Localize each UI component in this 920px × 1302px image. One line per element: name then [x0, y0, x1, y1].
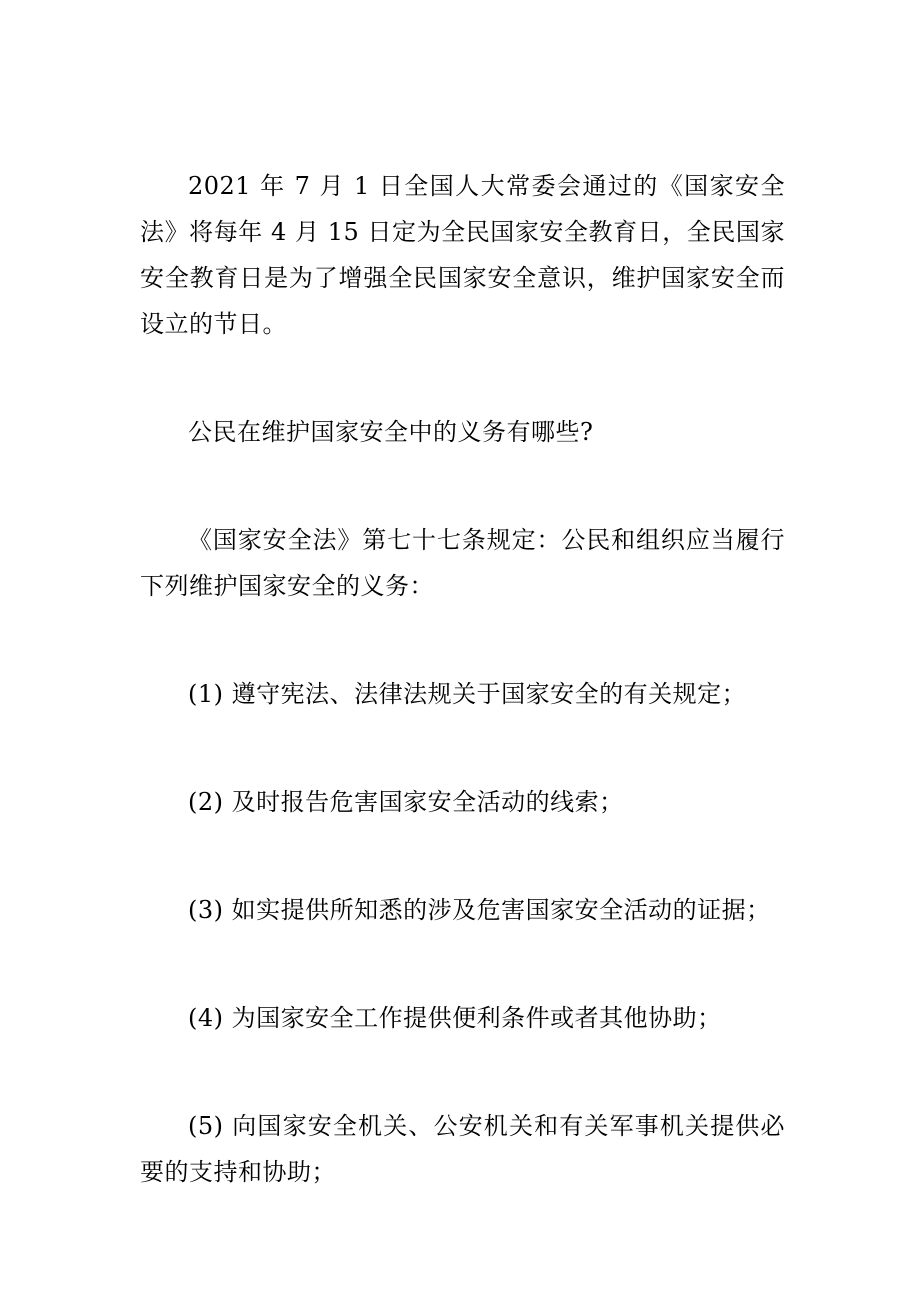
document-body [140, 163, 785, 1195]
list-item-duty-2: (2) 及时报告危害国家安全活动的线索； [188, 788, 624, 816]
list-item-duty-5: (5) 向国家安全机关、公安机关和有关军事机关提供必要的支持和协助； [140, 1112, 785, 1186]
list-item-duty-3: (3) 如实提供所知悉的涉及危害国家安全活动的证据； [188, 896, 771, 924]
paragraph-law-article: 《国家安全法》第七十七条规定：公民和组织应当履行下列维护国家安全的义务： [140, 526, 785, 600]
paragraph-question: 公民在维护国家安全中的义务有哪些? [188, 418, 594, 446]
list-item-duty-1: (1) 遵守宪法、法律法规关于国家安全的有关规定； [188, 680, 747, 708]
paragraph-intro: 2021 年 7 月 1 日全国人大常委会通过的《国家安全法》将每年 4 月 15 日定为全民国家安全教育日，全民国家安全教育日是为了增强全民国家安全意识，维护国家安全而设立的节日。 [140, 172, 785, 338]
list-item-duty-4: (4) 为国家安全工作提供便利条件或者其他协助； [188, 1004, 722, 1032]
